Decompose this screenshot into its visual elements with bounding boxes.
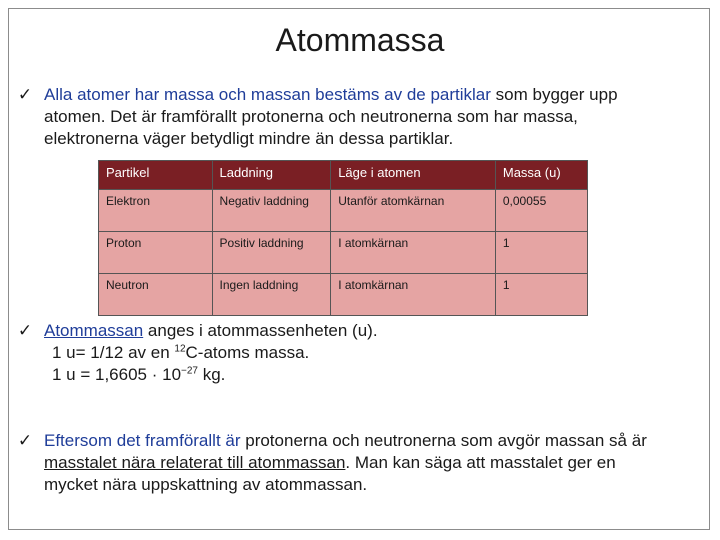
table-cell: Elektron (99, 190, 213, 232)
bullet1-text-line1: som bygger upp (490, 85, 618, 104)
table-cell: I atomkärnan (331, 274, 496, 316)
checkmark-icon: ✓ (17, 431, 33, 450)
bullet3-text-line1: protonerna och neutronerna som avgör massan så är (240, 431, 647, 450)
bullet2-value-line (52, 364, 704, 386)
definition-text: C-atoms massa. (185, 343, 310, 362)
bullet3-text-line2: . Man kan säga att masstalet ger en (345, 453, 616, 472)
table-cell: I atomkärnan (331, 232, 496, 274)
table-row (99, 274, 588, 316)
bullet1-text-line2: atomen. Det är framförallt protonerna och neutronerna som har massa, (44, 107, 578, 126)
table-cell: Utanför atomkärnan (331, 190, 496, 232)
value-text: 1 u = 1,6605 · 10 (52, 365, 182, 384)
definition-superscript: 12 (174, 343, 186, 355)
table-cell: Positiv laddning (212, 232, 331, 274)
table-header-row (99, 161, 588, 190)
bullet-mass-intro (17, 84, 704, 150)
bullet-mass-number (17, 430, 704, 496)
header-cell: Massa (u) (495, 161, 587, 190)
bullet2-text-line1: anges i atommassenheten (u). (143, 321, 378, 340)
table-cell: Neutron (99, 274, 213, 316)
checkmark-icon: ✓ (17, 85, 33, 104)
table-cell: Ingen laddning (212, 274, 331, 316)
header-cell: Läge i atomen (331, 161, 496, 190)
table-row (99, 190, 588, 232)
bullet2-definition-line (52, 342, 704, 364)
particle-table (98, 160, 588, 316)
bullet3-text-line3: mycket nära uppskattning av atommassan. (44, 475, 368, 494)
value-exponent: −27 (181, 365, 198, 377)
bullet3-underlined-text: masstalet nära relaterat till atommassan (44, 453, 346, 472)
bullet1-highlight: Alla atomer har massa och massan bestäms av de partiklar (44, 85, 491, 104)
table-cell: 0,00055 (495, 190, 587, 232)
value-text: kg. (198, 365, 226, 384)
table-cell: 1 (495, 274, 587, 316)
slide-title: Atommassa (275, 22, 445, 58)
checkmark-icon: ✓ (17, 321, 33, 340)
definition-text: 1 u= 1/12 av en (52, 343, 175, 362)
bullet3-highlight: Eftersom det framförallt är (44, 431, 241, 450)
header-cell: Partikel (99, 161, 213, 190)
table-cell: Proton (99, 232, 213, 274)
bullet-atomic-mass-unit (17, 320, 704, 386)
table-cell: Negativ laddning (212, 190, 331, 232)
table-cell: 1 (495, 232, 587, 274)
header-cell: Laddning (212, 161, 331, 190)
table-row (99, 232, 588, 274)
bullet2-highlight: Atommassan (44, 321, 144, 340)
bullet1-text-line3: elektronerna väger betydligt mindre än dessa partiklar. (44, 129, 454, 148)
